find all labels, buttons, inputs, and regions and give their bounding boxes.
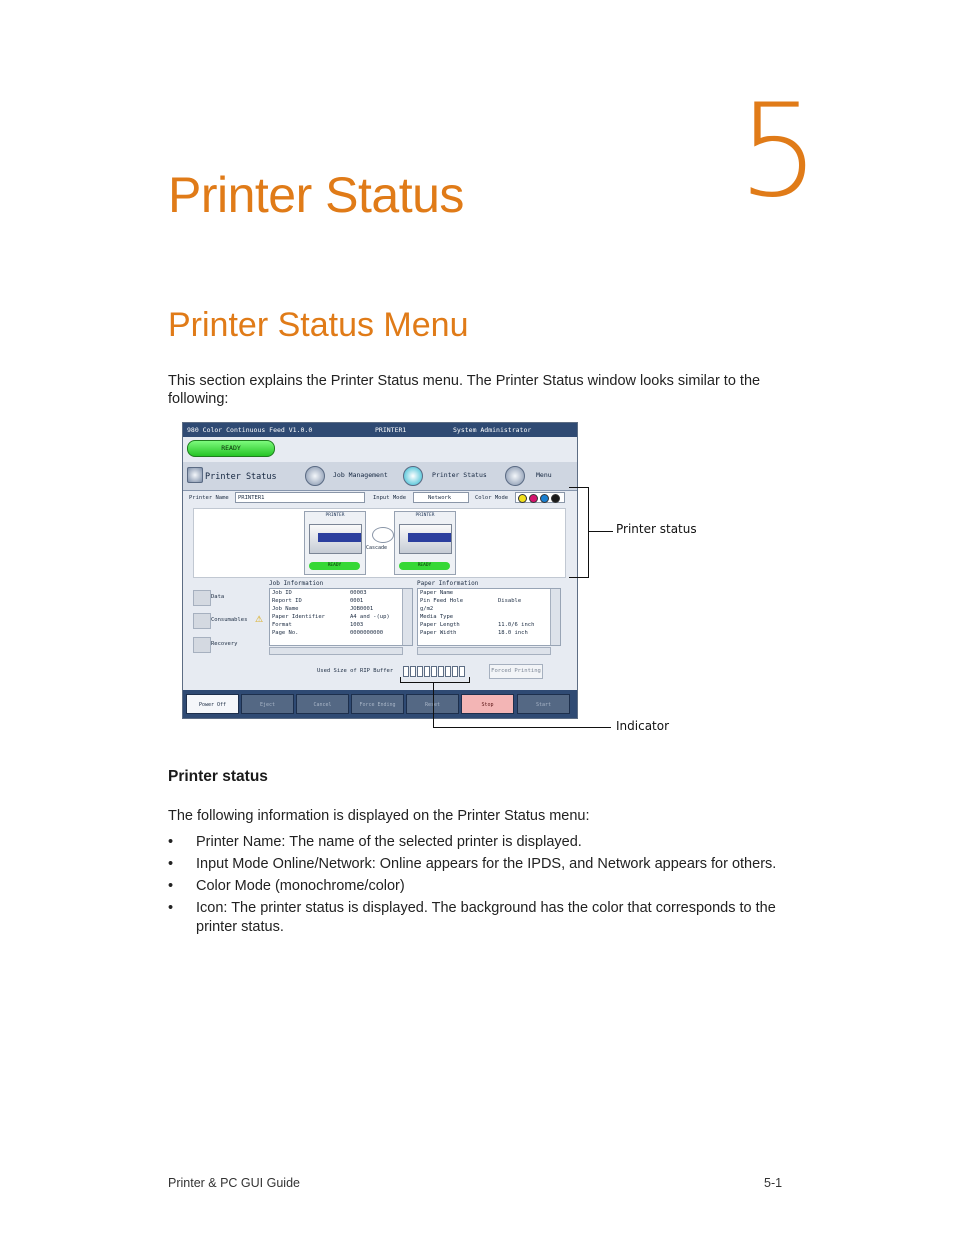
job-info-value: 00003 [350, 590, 367, 596]
rip-buffer-cell [459, 666, 465, 677]
recovery-button[interactable] [193, 637, 211, 653]
paper-info-value: 18.0 inch [498, 630, 528, 636]
indicator-callout: Indicator [616, 719, 670, 733]
eject-button[interactable]: Eject [241, 694, 294, 714]
printer-tag: PRINTER1 [375, 426, 407, 434]
list-item: • Printer Name: The name of the selected printer is displayed. [168, 833, 792, 852]
rip-buffer-cell [431, 666, 437, 677]
printer-top-2 [408, 533, 451, 542]
cascade-link-icon [372, 527, 394, 543]
printer-status-panel [193, 508, 566, 578]
printer-status-heading: Printer status [168, 768, 268, 785]
app-title: 980 Color Continuous Feed V1.0.0 [187, 426, 313, 434]
reset-button[interactable]: Reset [406, 694, 459, 714]
printer-label-2: PRINTER [415, 513, 435, 518]
job-info-value: 0001 [350, 598, 364, 604]
rip-buffer-cell [438, 666, 444, 677]
color-mode-label: Color Mode [475, 495, 509, 501]
printer-label-1: PRINTER [325, 513, 345, 518]
chapter-title: Printer Status [168, 167, 464, 223]
printer-status-screenshot [182, 422, 578, 719]
warning-icon: ⚠ [255, 615, 264, 625]
printer-status-leader [589, 531, 613, 532]
rip-buffer-cell [452, 666, 458, 677]
job-info-hscrollbar[interactable] [269, 647, 403, 655]
printer-status-icon[interactable] [403, 466, 423, 486]
job-info-key: Paper Identifier [272, 614, 325, 620]
list-item: • Color Mode (monochrome/color) [168, 877, 792, 896]
data-button[interactable] [193, 590, 211, 606]
menu-bar [183, 462, 577, 491]
indicator-leader-horizontal [433, 727, 611, 728]
color-dot-black [551, 494, 560, 503]
color-dot-magenta [529, 494, 538, 503]
job-info-key: Page No. [272, 630, 299, 636]
footer-page-number: 5-1 [764, 1176, 783, 1190]
paper-info-key: Media Type [420, 614, 454, 620]
printer-field-row [187, 492, 573, 505]
printer-status-badge-1: READY [309, 562, 360, 570]
printer-name-value: PRINTER1 [238, 495, 265, 501]
cascade-label: Cascade [366, 545, 388, 551]
printer-body-2 [399, 524, 452, 554]
printer-name-label: Printer Name [189, 495, 229, 501]
intro-paragraph: This section explains the Printer Status menu. The Printer Status window looks similar to the following: [168, 373, 761, 407]
consumables-label: Consumables [211, 617, 248, 623]
list-item: • Input Mode Online/Network: Online appears for the IPDS, and Network appears for others. [168, 855, 792, 874]
color-mode-field [515, 492, 565, 503]
cancel-button[interactable]: Cancel [296, 694, 349, 714]
paper-info-value: Disable [498, 598, 522, 604]
data-label: Data [211, 594, 225, 600]
rip-buffer-cell [445, 666, 451, 677]
printer-status-callout: Printer status [616, 522, 697, 536]
job-info-key: Format [272, 622, 292, 628]
recovery-label: Recovery [211, 641, 238, 647]
job-management-icon[interactable] [305, 466, 325, 486]
tab-menu[interactable]: Menu [536, 471, 552, 479]
user-name: System Administrator [453, 426, 532, 434]
rip-buffer-label: Used Size of RIP Buffer [317, 668, 394, 674]
printer-status-list [168, 833, 792, 940]
forced-printing-button[interactable]: Forced Printing [489, 664, 543, 679]
paper-information-table [417, 588, 561, 646]
indicator-leader-vertical [433, 683, 434, 727]
job-info-value: A4 and -(up) [350, 614, 390, 620]
force-ending-button[interactable]: Force Ending [351, 694, 404, 714]
printer-status-badge-2: READY [399, 562, 450, 570]
paper-info-key: Pin Feed Hole [420, 598, 464, 604]
paper-information-title: Paper Information [417, 580, 479, 587]
job-info-key: Job ID [272, 590, 292, 596]
page-title: Printer Status [205, 472, 277, 482]
menu-icon[interactable] [505, 466, 525, 486]
footer-guide-title: Printer & PC GUI Guide [168, 1176, 300, 1190]
paper-info-hscrollbar[interactable] [417, 647, 551, 655]
printer-body-1 [309, 524, 362, 554]
start-button[interactable]: Start [517, 694, 570, 714]
tab-job-management[interactable]: Job Management [333, 471, 388, 479]
job-info-value: 0000000000 [350, 630, 384, 636]
rip-buffer-cell [424, 666, 430, 677]
paper-info-key: Paper Width [420, 630, 457, 636]
printer-icon-1[interactable] [304, 511, 366, 575]
power-off-button[interactable]: Power Off [186, 694, 239, 714]
input-mode-label: Input Mode [373, 495, 407, 501]
job-info-key: Job Name [272, 606, 299, 612]
paper-info-key: Paper Length [420, 622, 460, 628]
section-title: Printer Status Menu [168, 306, 469, 344]
title-bar [183, 423, 577, 437]
paper-info-key: Paper Name [420, 590, 454, 596]
input-mode-value: Network [428, 495, 452, 501]
chapter-number: 5 [738, 77, 820, 226]
color-dot-yellow [518, 494, 527, 503]
job-information-table [269, 588, 413, 646]
printer-name-field [235, 492, 365, 503]
job-info-value: 1003 [350, 622, 364, 628]
printer-status-bracket [569, 487, 589, 578]
bottom-toolbar [183, 690, 577, 718]
rip-buffer-cell [417, 666, 423, 677]
printer-status-paragraph: The following information is displayed on the Printer Status menu: [168, 808, 590, 824]
ready-button[interactable]: READY [187, 440, 275, 457]
paper-info-value: 11.0/6 inch [498, 622, 535, 628]
rip-buffer-cell [410, 666, 416, 677]
printer-icon-2[interactable] [394, 511, 456, 575]
printer-top-1 [318, 533, 361, 542]
printer-icon [187, 467, 203, 483]
job-info-value: JOB0001 [350, 606, 374, 612]
consumables-button[interactable] [193, 613, 211, 629]
color-dot-cyan [540, 494, 549, 503]
rip-buffer-cell [403, 666, 409, 677]
tab-printer-status[interactable]: Printer Status [432, 471, 487, 479]
paper-info-key: g/m2 [420, 606, 434, 612]
job-info-scrollbar[interactable] [402, 589, 412, 645]
job-information-title: Job Information [269, 580, 324, 587]
job-info-key: Report ID [272, 598, 302, 604]
stop-button[interactable]: Stop [461, 694, 514, 714]
list-item: • Icon: The printer status is displayed. The background has the color that corresponds to the printer status. [168, 899, 792, 937]
indicator-bracket [400, 677, 470, 683]
paper-info-scrollbar[interactable] [550, 589, 560, 645]
input-mode-field [413, 492, 469, 503]
